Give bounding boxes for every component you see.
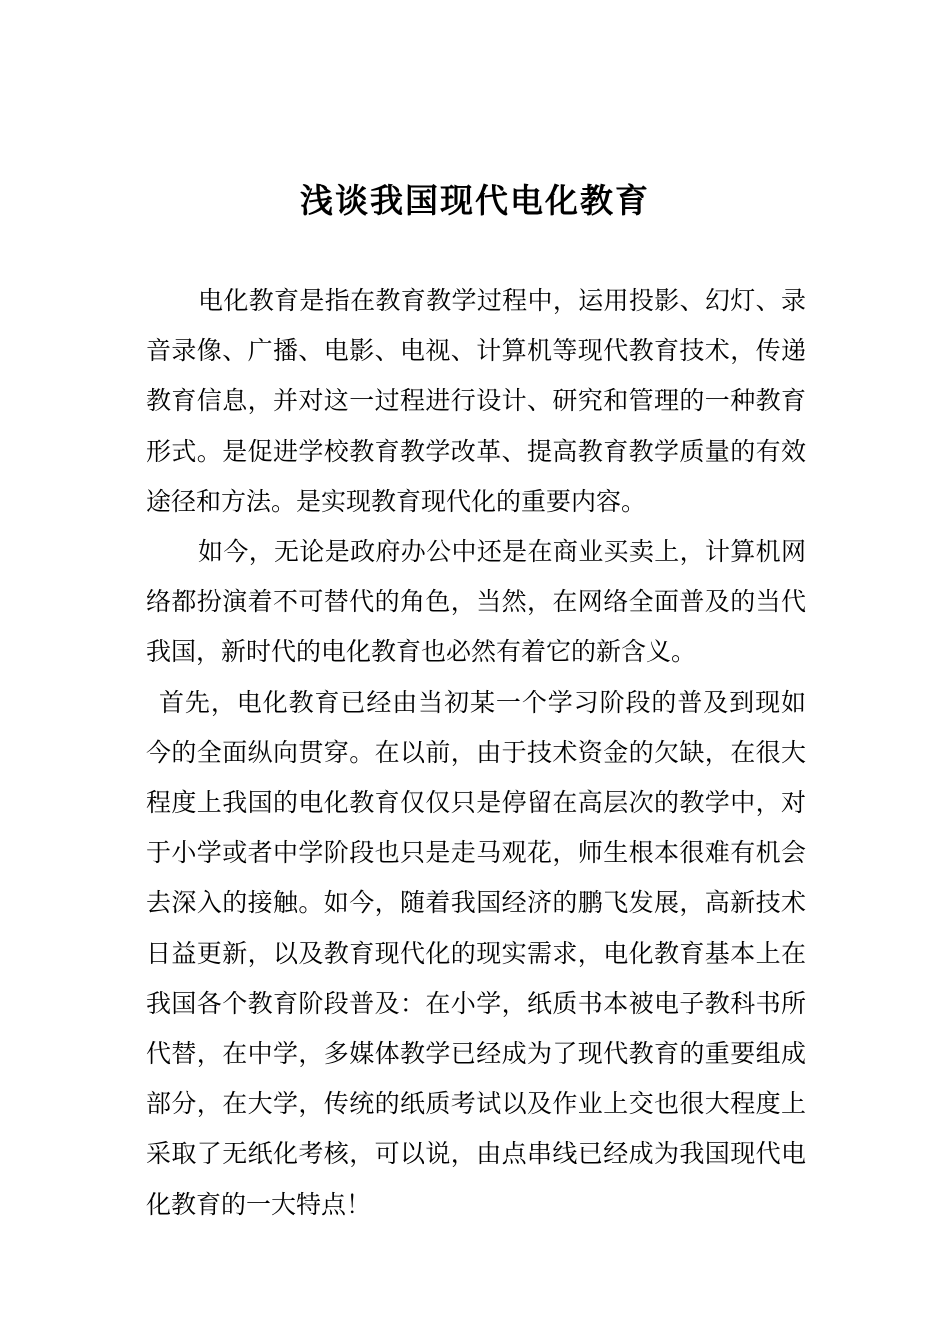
paragraph-first-point: 首先，电化教育已经由当初某一个学习阶段的普及到现如今的全面纵向贯穿。在以前，由于技术资金的欠缺，在很大程度上我国的电化教育仅仅只是停留在高层次的教学中，对于小学或者中学阶段也只是走马观花，师生根本很难有机会去深入的接触。如今，随着我国经济的鹏飞发展，高新技术日益更新，以及教育现代化的现实需求，电化教育基本上在我国各个教育阶段普及：在小学，纸质书本被电子教科书所代替，在中学，多媒体教学已经成为了现代教育的重要组成部分，在大学，传统的纸质考试以及作业上交也很大程度上采取了无纸化考核，可以说，由点串线已经成为我国现代电化教育的一大特点！ [146, 687, 806, 1219]
paragraph-definition: 电化教育是指在教育教学过程中，运用投影、幻灯、录音录像、广播、电影、电视、计算机等现代教育技术，传递教育信息，并对这一过程进行设计、研究和管理的一种教育形式。是促进学校教育教学改革、提高教育教学质量的有效途径和方法。是实现教育现代化的重要内容。 [146, 286, 806, 516]
document-body [146, 276, 806, 1230]
paragraph-network-era: 如今，无论是政府办公中还是在商业买卖上，计算机网络都扮演着不可替代的角色，当然，在网络全面普及的当代我国，新时代的电化教育也必然有着它的新含义。 [146, 537, 806, 667]
document-title: 浅谈我国现代电化教育 [300, 181, 650, 220]
